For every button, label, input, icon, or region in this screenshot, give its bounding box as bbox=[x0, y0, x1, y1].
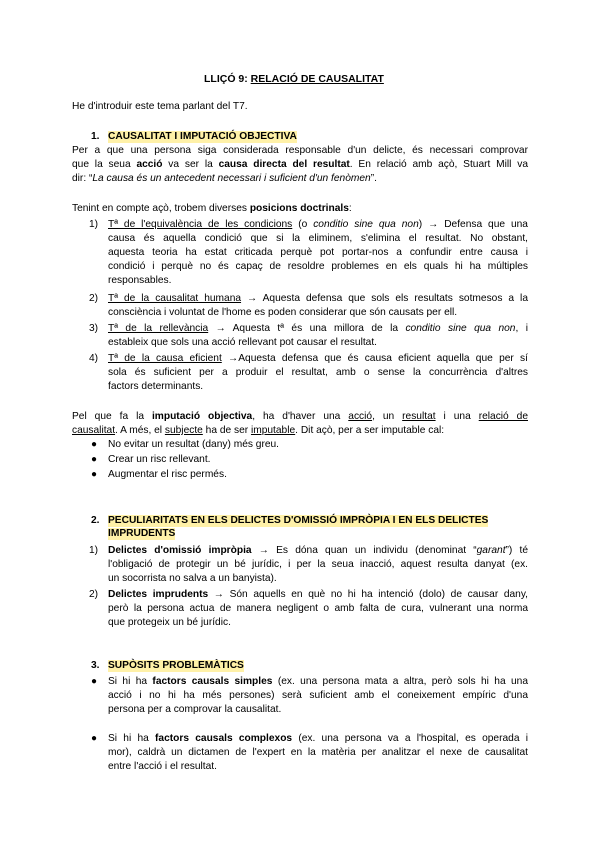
list-item-1-line1: Tª de l'equivalència de les condicions (o conditio sine qua non) → Defensa que una bbox=[108, 219, 528, 230]
list-item-number: 2) bbox=[89, 293, 99, 304]
list-item-1-line4: condició i perquè no és capaç de resoldre problemes en els quals hi ha múltiples bbox=[108, 261, 528, 272]
s2-item-1-line1: Delictes d'omissió impròpia → Es dóna quan un individu (denominat “garant”) té bbox=[108, 545, 528, 556]
title-prefix: LLIÇÓ 9: bbox=[204, 73, 251, 85]
bullet-icon: ● bbox=[91, 454, 98, 465]
s1-p1-line1: Per a que una persona siga considerada responsable d'un delicte, és necessari comprovar bbox=[72, 145, 528, 156]
list-item-2-line2: consciència i voluntat de l'home es poden considerar que són causats per ell. bbox=[108, 307, 458, 318]
s3-bullet-2-line1: Si hi ha factors causals complexos (ex. una persona va a l'hospital, es operada i bbox=[108, 733, 528, 744]
s1-p2: Tenint en compte açò, trobem diverses posicions doctrinals: bbox=[72, 203, 352, 214]
section-2-heading-line2: IMPRUDENTS bbox=[108, 528, 176, 539]
s2-item-1-line2: l'obligació de protegir un bé jurídic, i per la seua inacció, aquest resulta danyat (ex. bbox=[108, 559, 528, 570]
section-2-heading-line1: PECULIARITATS EN ELS DELICTES D'OMISSIÓ IMPRÒPIA I EN ELS DELICTES bbox=[108, 515, 489, 526]
list-item-number: 4) bbox=[89, 353, 99, 364]
list-item-number: 3) bbox=[89, 323, 99, 334]
section-1-heading: CAUSALITAT I IMPUTACIÓ OBJECTIVA bbox=[108, 131, 297, 142]
list-item-number: 1) bbox=[89, 545, 99, 556]
section-2-number: 2. bbox=[91, 515, 100, 526]
list-item-1-line2: causa és aquella condició que si la eliminem, s'elimina el resultat. No obstant, bbox=[108, 233, 528, 244]
bullet-icon: ● bbox=[91, 676, 98, 687]
list-item-4-line2: sola és suficient per a produir el resultat, amb o sense la concurrència d'altres bbox=[108, 367, 528, 378]
s1-p3-line2: causalitat. A més, el subjecte ha de ser imputable. Dit açò, per a ser imputable cal: bbox=[72, 425, 445, 436]
list-item-3-line1: Tª de la rellevància → Aquesta tª és una millora de la conditio sine qua non, i bbox=[108, 323, 528, 334]
bullet-icon: ● bbox=[91, 469, 98, 480]
list-item-number: 1) bbox=[89, 219, 99, 230]
list-item-1-line5: responsables. bbox=[108, 275, 172, 286]
list-item: Crear un risc rellevant. bbox=[108, 454, 211, 465]
s3-bullet-1-line3: persona per a comprovar la causalitat. bbox=[108, 704, 282, 715]
s2-item-2-line2: però la persona actua de manera negligent o amb falta de cura, vulnerant una norma bbox=[108, 603, 528, 614]
list-item-4-line1: Tª de la causa eficient →Aquesta defensa que és causa eficient aquella que per sí bbox=[108, 353, 528, 364]
s1-p3-line1: Pel que fa la imputació objectiva, ha d'haver una acció, un resultat i una relació de bbox=[72, 411, 528, 422]
intro-text: He d'introduir este tema parlant del T7. bbox=[72, 101, 248, 112]
s2-item-1-line3: un socorrista no salva a un banyista). bbox=[108, 573, 277, 584]
s1-p1-line2: que la seua acció va ser la causa directa del resultat. En relació amb açò, Stuart Mill va bbox=[72, 159, 529, 170]
s1-p1-line3: dir: “La causa és un antecedent necessari i suficient d'un fenòmen”. bbox=[72, 173, 377, 184]
title-main: RELACIÓ DE CAUSALITAT bbox=[250, 73, 384, 85]
s3-bullet-1-line1: Si hi ha factors causals simples (ex. una persona mata a altra, però sols hi ha una bbox=[108, 676, 528, 687]
section-3-heading: SUPÒSITS PROBLEMÀTICS bbox=[108, 660, 244, 671]
list-item-2-line1: Tª de la causalitat humana → Aquesta defensa que sols els resultats sotmesos a la bbox=[108, 293, 528, 304]
s2-item-2-line1: Delictes imprudents → Són aquells en què no hi ha intenció (dolo) de causar dany, bbox=[108, 589, 528, 600]
bullet-icon: ● bbox=[91, 733, 98, 744]
s2-item-2-line3: que protegeix un bé jurídic. bbox=[108, 617, 231, 628]
list-item: Augmentar el risc permés. bbox=[108, 469, 227, 480]
s3-bullet-2-line3: entre l'acció i el resultat. bbox=[108, 761, 217, 772]
list-item-4-line3: factors determinants. bbox=[108, 381, 204, 392]
s3-bullet-2-line2: mor), caldrà un dictamen de l'expert en la matèria per analitzar el nexe de causalitat bbox=[108, 747, 528, 758]
page-title bbox=[204, 73, 384, 85]
bullet-icon: ● bbox=[91, 439, 98, 450]
list-item-number: 2) bbox=[89, 589, 99, 600]
list-item-3-line2: estableix que sols una acció rellevant pot causar el resultat. bbox=[108, 337, 377, 348]
list-item-1-line3: aquesta teoria ha estat criticada perquè pot portar-nos a confundir entre causa i bbox=[108, 247, 528, 258]
section-3-number: 3. bbox=[91, 660, 100, 671]
section-1-number: 1. bbox=[91, 131, 100, 142]
list-item: No evitar un resultat (dany) més greu. bbox=[108, 439, 279, 450]
s3-bullet-1-line2: acció i no hi ha més persones) serà suficient amb el coneixement empíric d'una bbox=[108, 690, 528, 701]
